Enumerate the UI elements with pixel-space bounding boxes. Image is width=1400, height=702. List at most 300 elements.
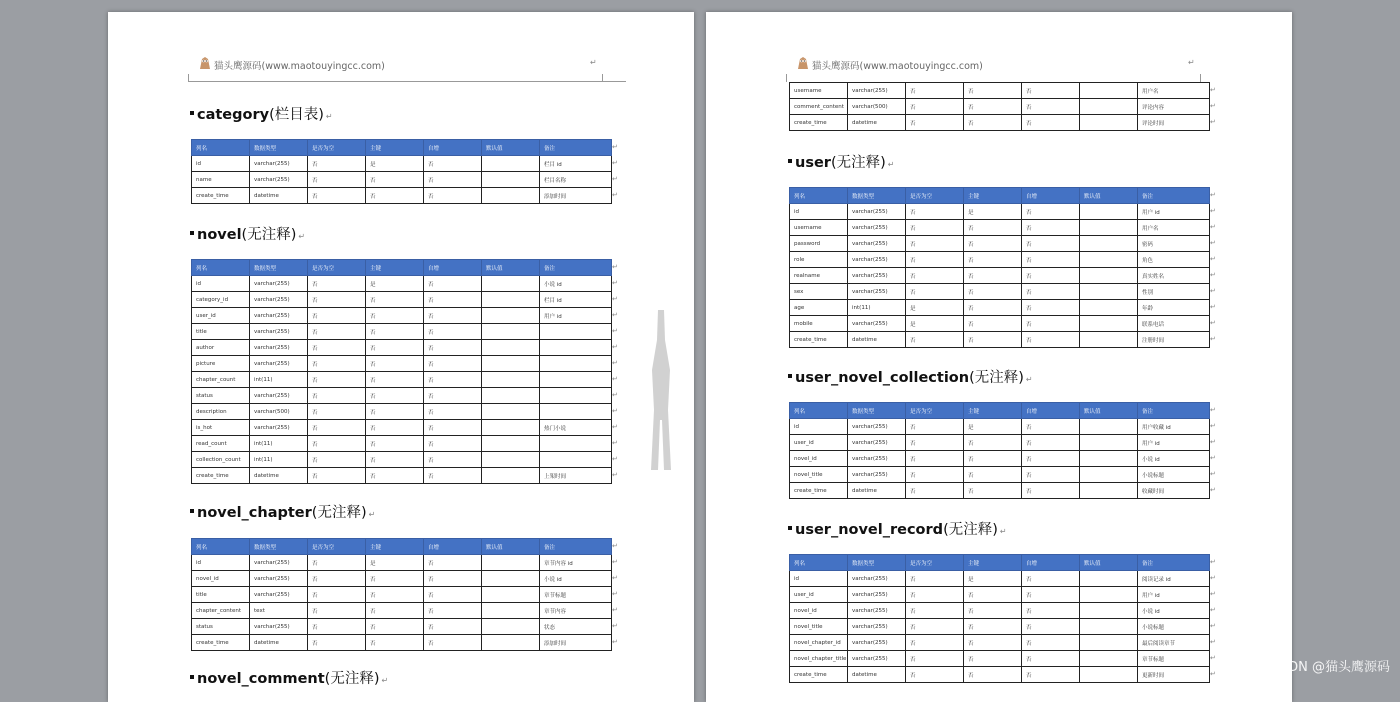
table-row (790, 252, 1210, 268)
table-row (790, 332, 1210, 348)
return-mark: ↵ (887, 160, 895, 169)
table-cell: 否 (308, 308, 366, 324)
header-rule (188, 81, 626, 82)
table-cell: age (790, 300, 848, 316)
table-cell: 否 (964, 236, 1022, 252)
table-row (790, 483, 1210, 499)
column-header: 是否为空 (308, 260, 366, 276)
table-cell: varchar(255) (848, 435, 906, 451)
owl-logo-icon (198, 56, 212, 70)
table-cell: 否 (1022, 571, 1080, 587)
return-mark: ↵ (1210, 303, 1216, 311)
table-cell: 章节内容 (540, 603, 612, 619)
table-cell (1080, 236, 1138, 252)
table-cell: 否 (1022, 635, 1080, 651)
table-cell: 否 (906, 99, 964, 115)
table-cell: varchar(255) (848, 236, 906, 252)
table-row (790, 651, 1210, 667)
table-cell: varchar(255) (250, 555, 308, 571)
table-cell (482, 603, 540, 619)
table-row (192, 436, 612, 452)
table-cell: 否 (308, 635, 366, 651)
table-cell: 是 (366, 555, 424, 571)
table-cell (482, 404, 540, 420)
table-cell: 栏目 id (540, 156, 612, 172)
table-cell: create_time (192, 468, 250, 484)
table-cell: 否 (906, 651, 964, 667)
table-cell: 否 (906, 619, 964, 635)
table-cell: int(11) (250, 372, 308, 388)
table-cell: 否 (308, 292, 366, 308)
table-cell (482, 452, 540, 468)
return-mark: ↵ (1210, 287, 1216, 295)
table-cell: varchar(255) (848, 83, 906, 99)
return-mark: ↵ (1210, 207, 1216, 215)
column-header: 默认值 (1080, 188, 1138, 204)
column-header: 是否为空 (308, 140, 366, 156)
table-cell: 否 (424, 619, 482, 635)
table-cell: 小说 id (1138, 451, 1210, 467)
table-cell: 否 (906, 284, 964, 300)
table-cell: 否 (308, 188, 366, 204)
table-row (790, 635, 1210, 651)
table-cell (482, 156, 540, 172)
table-cell: 否 (366, 635, 424, 651)
column-header: 主键 (964, 403, 1022, 419)
table-cell: 否 (1022, 619, 1080, 635)
column-header: 数据类型 (250, 260, 308, 276)
table-cell: 否 (906, 635, 964, 651)
column-header: 备注 (1138, 188, 1210, 204)
table-cell: 否 (964, 316, 1022, 332)
bullet-icon (190, 111, 194, 115)
return-mark: ↵ (612, 455, 618, 463)
table-cell: 用户 id (540, 308, 612, 324)
table-cell: sex (790, 284, 848, 300)
table-cell: novel_title (790, 619, 848, 635)
table-cell: 是 (964, 419, 1022, 435)
table-cell: 否 (424, 404, 482, 420)
return-mark: ↵ (1210, 454, 1216, 462)
table-cell: 小说 id (1138, 603, 1210, 619)
table-cell: 是 (906, 300, 964, 316)
return-mark: ↵ (1210, 406, 1216, 414)
return-mark: ↵ (1210, 438, 1216, 446)
table-cell: user_id (192, 308, 250, 324)
table-cell: user_id (790, 587, 848, 603)
table-cell: varchar(255) (250, 276, 308, 292)
table-cell: 否 (424, 468, 482, 484)
schema-table (191, 538, 612, 651)
csdn-watermark: CSDN @猫头鹰源码 (1270, 660, 1390, 675)
bullet-icon (190, 675, 194, 679)
return-mark: ↵ (999, 527, 1007, 536)
table-cell: 角色 (1138, 252, 1210, 268)
table-cell: varchar(255) (848, 467, 906, 483)
table-cell: 否 (366, 188, 424, 204)
table-cell: 否 (366, 452, 424, 468)
table-cell: 否 (424, 436, 482, 452)
table-cell: 否 (906, 115, 964, 131)
table-cell: varchar(255) (250, 324, 308, 340)
table-cell: 否 (906, 220, 964, 236)
table-cell: 否 (1022, 603, 1080, 619)
table-cell: varchar(255) (250, 619, 308, 635)
table-cell: status (192, 388, 250, 404)
column-header: 备注 (540, 140, 612, 156)
table-cell: 否 (366, 308, 424, 324)
table-cell (1080, 83, 1138, 99)
table-cell: 否 (906, 204, 964, 220)
return-mark: ↵ (1210, 223, 1216, 231)
table-cell: 否 (964, 284, 1022, 300)
column-header: 备注 (1138, 555, 1210, 571)
table-row (790, 571, 1210, 587)
table-cell: 否 (366, 388, 424, 404)
table-cell: create_time (192, 188, 250, 204)
table-cell: 否 (308, 172, 366, 188)
return-mark: ↵ (381, 676, 389, 685)
table-cell: 否 (308, 276, 366, 292)
section-heading (788, 366, 1033, 387)
table-cell: 否 (964, 332, 1022, 348)
table-cell: 添加时间 (540, 188, 612, 204)
column-header: 列名 (192, 539, 250, 555)
return-mark: ↵ (1210, 319, 1216, 327)
return-mark: ↵ (1210, 86, 1216, 94)
column-header: 数据类型 (250, 539, 308, 555)
table-cell (540, 324, 612, 340)
table-comment: (无注释) (311, 505, 367, 521)
table-cell: varchar(255) (848, 419, 906, 435)
table-cell: 否 (366, 340, 424, 356)
table-cell: novel_id (790, 451, 848, 467)
table-cell: role (790, 252, 848, 268)
table-cell: 否 (366, 372, 424, 388)
column-header: 数据类型 (848, 403, 906, 419)
table-cell (1080, 220, 1138, 236)
table-cell: 否 (1022, 83, 1080, 99)
table-cell: 否 (366, 420, 424, 436)
header-rule-right (1200, 74, 1201, 82)
table-cell: 否 (424, 555, 482, 571)
table-cell: 否 (366, 603, 424, 619)
table-row (192, 308, 612, 324)
table-cell: int(11) (848, 300, 906, 316)
table-cell: 否 (424, 188, 482, 204)
table-row (790, 587, 1210, 603)
table-cell: is_hot (192, 420, 250, 436)
table-cell: 添加时间 (540, 635, 612, 651)
table-cell: create_time (790, 332, 848, 348)
table-comment: (无注释) (969, 370, 1024, 386)
table-cell: 否 (424, 324, 482, 340)
table-cell: 用户收藏 id (1138, 419, 1210, 435)
table-cell: 最后阅读章节 (1138, 635, 1210, 651)
return-mark: ↵ (612, 159, 618, 167)
return-mark: ↵ (612, 143, 618, 151)
return-mark: ↵ (612, 574, 618, 582)
return-mark: ↵ (1210, 558, 1216, 566)
table-cell: 否 (424, 172, 482, 188)
table-cell: 否 (308, 587, 366, 603)
return-mark: ↵ (612, 439, 618, 447)
table-cell: 否 (424, 308, 482, 324)
table-cell: 否 (964, 268, 1022, 284)
table-row (790, 316, 1210, 332)
table-cell (1080, 332, 1138, 348)
table-row (790, 284, 1210, 300)
table-cell: varchar(255) (250, 587, 308, 603)
section-heading (788, 151, 894, 172)
table-cell (482, 372, 540, 388)
column-header: 是否为空 (906, 403, 964, 419)
table-cell: 否 (308, 555, 366, 571)
table-cell: read_count (192, 436, 250, 452)
return-mark: ↵ (1025, 375, 1033, 384)
table-cell: title (192, 324, 250, 340)
column-header: 默认值 (482, 140, 540, 156)
table-cell: 否 (308, 340, 366, 356)
table-cell: novel_chapter_id (790, 635, 848, 651)
return-mark: ↵ (612, 279, 618, 287)
table-cell: 否 (366, 172, 424, 188)
table-cell: 否 (964, 451, 1022, 467)
table-cell: 否 (964, 99, 1022, 115)
table-cell (482, 619, 540, 635)
table-cell: 是 (964, 571, 1022, 587)
document-page-right (706, 12, 1292, 702)
table-cell: 否 (308, 571, 366, 587)
document-page-left (108, 12, 694, 702)
table-cell: varchar(255) (848, 571, 906, 587)
table-row (790, 268, 1210, 284)
table-cell: username (790, 220, 848, 236)
page-header (194, 52, 624, 82)
table-cell: create_time (192, 635, 250, 651)
column-header: 主键 (964, 555, 1022, 571)
table-cell (1080, 115, 1138, 131)
table-cell (482, 356, 540, 372)
table-cell: 用户 id (1138, 587, 1210, 603)
return-mark: ↵ (1210, 335, 1216, 343)
schema-table (789, 402, 1210, 499)
table-cell: 否 (906, 83, 964, 99)
table-cell (1080, 99, 1138, 115)
table-cell (1080, 483, 1138, 499)
table-cell: comment_content (790, 99, 848, 115)
table-cell: varchar(255) (250, 156, 308, 172)
return-mark: ↵ (612, 423, 618, 431)
return-mark: ↵ (1210, 574, 1216, 582)
return-mark: ↵ (1210, 271, 1216, 279)
table-cell: 栏目 id (540, 292, 612, 308)
return-mark: ↵ (1210, 422, 1216, 430)
table-cell: novel_chapter_title (790, 651, 848, 667)
table-cell: 否 (424, 340, 482, 356)
table-cell: 否 (906, 571, 964, 587)
header-rule-left (786, 74, 787, 82)
table-cell: 小说标题 (1138, 467, 1210, 483)
table-cell: 否 (964, 435, 1022, 451)
table-cell (1080, 204, 1138, 220)
table-cell: int(11) (250, 436, 308, 452)
bullet-icon (190, 231, 194, 235)
table-row (790, 204, 1210, 220)
owl-logo-icon (796, 56, 810, 70)
table-cell (1080, 316, 1138, 332)
table-cell (1080, 252, 1138, 268)
table-cell: 否 (366, 324, 424, 340)
table-row (192, 555, 612, 571)
return-mark: ↵ (590, 58, 597, 67)
table-cell (482, 555, 540, 571)
table-row (192, 571, 612, 587)
table-cell: 否 (906, 252, 964, 268)
table-cell: 否 (308, 436, 366, 452)
table-cell: name (192, 172, 250, 188)
table-cell: chapter_count (192, 372, 250, 388)
column-header: 是否为空 (906, 188, 964, 204)
return-mark: ↵ (612, 175, 618, 183)
table-cell: 评论内容 (1138, 99, 1210, 115)
table-cell (482, 340, 540, 356)
return-mark: ↵ (1210, 606, 1216, 614)
table-cell: 否 (1022, 467, 1080, 483)
column-header: 自增 (1022, 403, 1080, 419)
table-name: novel_comment (197, 671, 325, 687)
return-mark: ↵ (1210, 118, 1216, 126)
table-cell: 否 (1022, 651, 1080, 667)
table-cell: 用户名 (1138, 220, 1210, 236)
table-cell: 否 (906, 451, 964, 467)
table-cell (1080, 635, 1138, 651)
table-cell (1080, 467, 1138, 483)
return-mark: ↵ (612, 558, 618, 566)
return-mark: ↵ (612, 622, 618, 630)
column-header: 自增 (1022, 555, 1080, 571)
column-header: 列名 (192, 140, 250, 156)
bullet-icon (788, 526, 792, 530)
table-row (192, 388, 612, 404)
table-row (790, 220, 1210, 236)
table-cell: 否 (424, 292, 482, 308)
column-header: 是否为空 (308, 539, 366, 555)
header-text: 猫头鹰源码(www.maotouyingcc.com) (812, 61, 983, 72)
column-header: 列名 (790, 188, 848, 204)
column-header: 数据类型 (250, 140, 308, 156)
table-cell: 收藏时间 (1138, 483, 1210, 499)
section-heading (788, 518, 1007, 539)
table-cell: 是 (906, 316, 964, 332)
table-cell: 否 (424, 156, 482, 172)
table-row (790, 419, 1210, 435)
table-cell: status (192, 619, 250, 635)
table-cell: 章节内容 id (540, 555, 612, 571)
table-cell: 联系电话 (1138, 316, 1210, 332)
table-cell: 更新时间 (1138, 667, 1210, 683)
table-cell: 否 (964, 651, 1022, 667)
table-row (192, 587, 612, 603)
return-mark: ↵ (612, 407, 618, 415)
table-cell: 否 (964, 220, 1022, 236)
table-cell: varchar(255) (848, 268, 906, 284)
table-cell: 否 (964, 667, 1022, 683)
column-header: 默认值 (482, 260, 540, 276)
table-cell: 注册时间 (1138, 332, 1210, 348)
return-mark: ↵ (1210, 486, 1216, 494)
table-cell: varchar(255) (848, 451, 906, 467)
return-mark: ↵ (612, 590, 618, 598)
table-cell: 小说 id (540, 276, 612, 292)
table-cell (482, 468, 540, 484)
table-cell: varchar(255) (848, 204, 906, 220)
table-cell (482, 436, 540, 452)
table-cell: 否 (906, 268, 964, 284)
table-cell (1080, 667, 1138, 683)
table-cell: id (192, 276, 250, 292)
table-cell (482, 635, 540, 651)
table-header-row (192, 539, 612, 555)
table-row (790, 451, 1210, 467)
table-cell: 否 (424, 276, 482, 292)
table-cell: collection_count (192, 452, 250, 468)
table-cell: 否 (308, 468, 366, 484)
table-cell: int(11) (250, 452, 308, 468)
table-cell (482, 324, 540, 340)
table-cell: 否 (308, 372, 366, 388)
return-mark: ↵ (612, 542, 618, 550)
return-mark: ↵ (612, 295, 618, 303)
table-name: category (197, 107, 270, 123)
table-cell: 否 (366, 587, 424, 603)
table-cell: 否 (1022, 204, 1080, 220)
table-row (192, 156, 612, 172)
return-mark: ↵ (612, 391, 618, 399)
table-cell (482, 388, 540, 404)
table-cell (482, 420, 540, 436)
table-name: novel (197, 227, 242, 243)
table-cell: 否 (308, 619, 366, 635)
table-row (192, 420, 612, 436)
table-cell (482, 292, 540, 308)
table-cell: 评论时间 (1138, 115, 1210, 131)
return-mark: ↵ (298, 232, 306, 241)
table-cell: 否 (424, 372, 482, 388)
table-cell: 否 (366, 356, 424, 372)
table-cell: id (790, 571, 848, 587)
section-heading (190, 501, 375, 522)
table-row (790, 115, 1210, 131)
table-cell (1080, 587, 1138, 603)
table-cell (1080, 419, 1138, 435)
table-cell: 否 (308, 603, 366, 619)
table-cell (540, 452, 612, 468)
table-cell: create_time (790, 667, 848, 683)
table-cell: 否 (1022, 99, 1080, 115)
table-cell: 否 (366, 436, 424, 452)
table-header-row (192, 140, 612, 156)
table-cell: 上架时间 (540, 468, 612, 484)
table-cell (540, 404, 612, 420)
table-row (790, 300, 1210, 316)
column-header: 自增 (424, 539, 482, 555)
table-cell: varchar(255) (848, 635, 906, 651)
table-cell: 否 (308, 452, 366, 468)
table-cell: 否 (1022, 284, 1080, 300)
table-name: novel_chapter (197, 505, 312, 521)
column-header: 数据类型 (848, 188, 906, 204)
